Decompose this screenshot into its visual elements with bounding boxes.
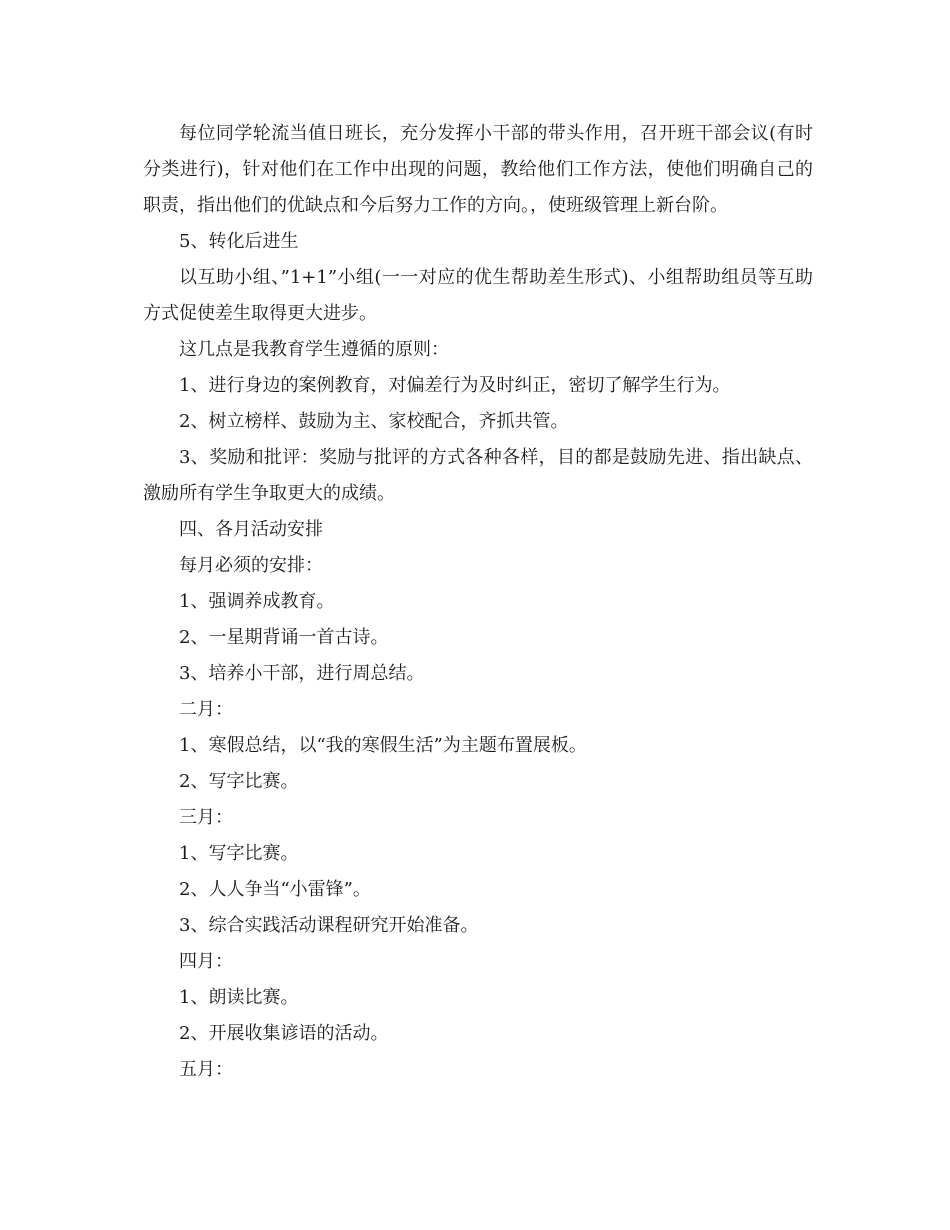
document-body <box>143 116 813 1088</box>
month-heading-february: 二月： <box>179 699 233 720</box>
principle-item-1: 1、进行身边的案例教育，对偏差行为及时纠正，密切了解学生行为。 <box>179 375 731 396</box>
monthly-required-heading: 每月必须的安排： <box>179 555 323 576</box>
march-item-3: 3、综合实践活动课程研究开始准备。 <box>179 915 479 936</box>
paragraph-principles-intro: 这几点是我教育学生遵循的原则： <box>179 339 449 360</box>
monthly-item-2: 2、一星期背诵一首古诗。 <box>179 627 389 648</box>
february-item-1: 1、寒假总结，以“我的寒假生活”为主题布置展板。 <box>179 735 587 756</box>
principle-item-2: 2、树立榜样、鼓励为主、家校配合，齐抓共管。 <box>179 411 569 432</box>
month-heading-april: 四月： <box>179 951 233 972</box>
monthly-item-1: 1、强调养成教育。 <box>179 591 335 612</box>
paragraph-mutual-help: 以互助小组、”1+1”小组(一一对应的优生帮助差生形式)、小组帮助组员等互助方式促使差生取得更大进步。 <box>143 267 813 324</box>
month-heading-may: 五月： <box>179 1059 233 1080</box>
heading-transform-students: 5、转化后进生 <box>179 231 299 252</box>
april-item-1: 1、朗读比赛。 <box>179 987 299 1008</box>
section-heading-monthly: 四、各月活动安排 <box>179 519 323 540</box>
monthly-item-3: 3、培养小干部，进行周总结。 <box>179 663 425 684</box>
paragraph-class-leaders: 每位同学轮流当值日班长，充分发挥小干部的带头作用，召开班干部会议(有时分类进行)，针对他们在工作中出现的问题，教给他们工作方法，使他们明确自己的职责，指出他们的优缺点和今后努力工作的方向。，使班级管理上新台阶。 <box>143 123 813 216</box>
principle-item-3: 3、奖励和批评：奖励与批评的方式各种各样，目的都是鼓励先进、指出缺点、激励所有学生争取更大的成绩。 <box>143 447 813 504</box>
february-item-2: 2、写字比赛。 <box>179 771 299 792</box>
march-item-2: 2、人人争当“小雷锋”。 <box>179 879 371 900</box>
month-heading-march: 三月： <box>179 807 233 828</box>
april-item-2: 2、开展收集谚语的活动。 <box>179 1023 389 1044</box>
march-item-1: 1、写字比赛。 <box>179 843 299 864</box>
